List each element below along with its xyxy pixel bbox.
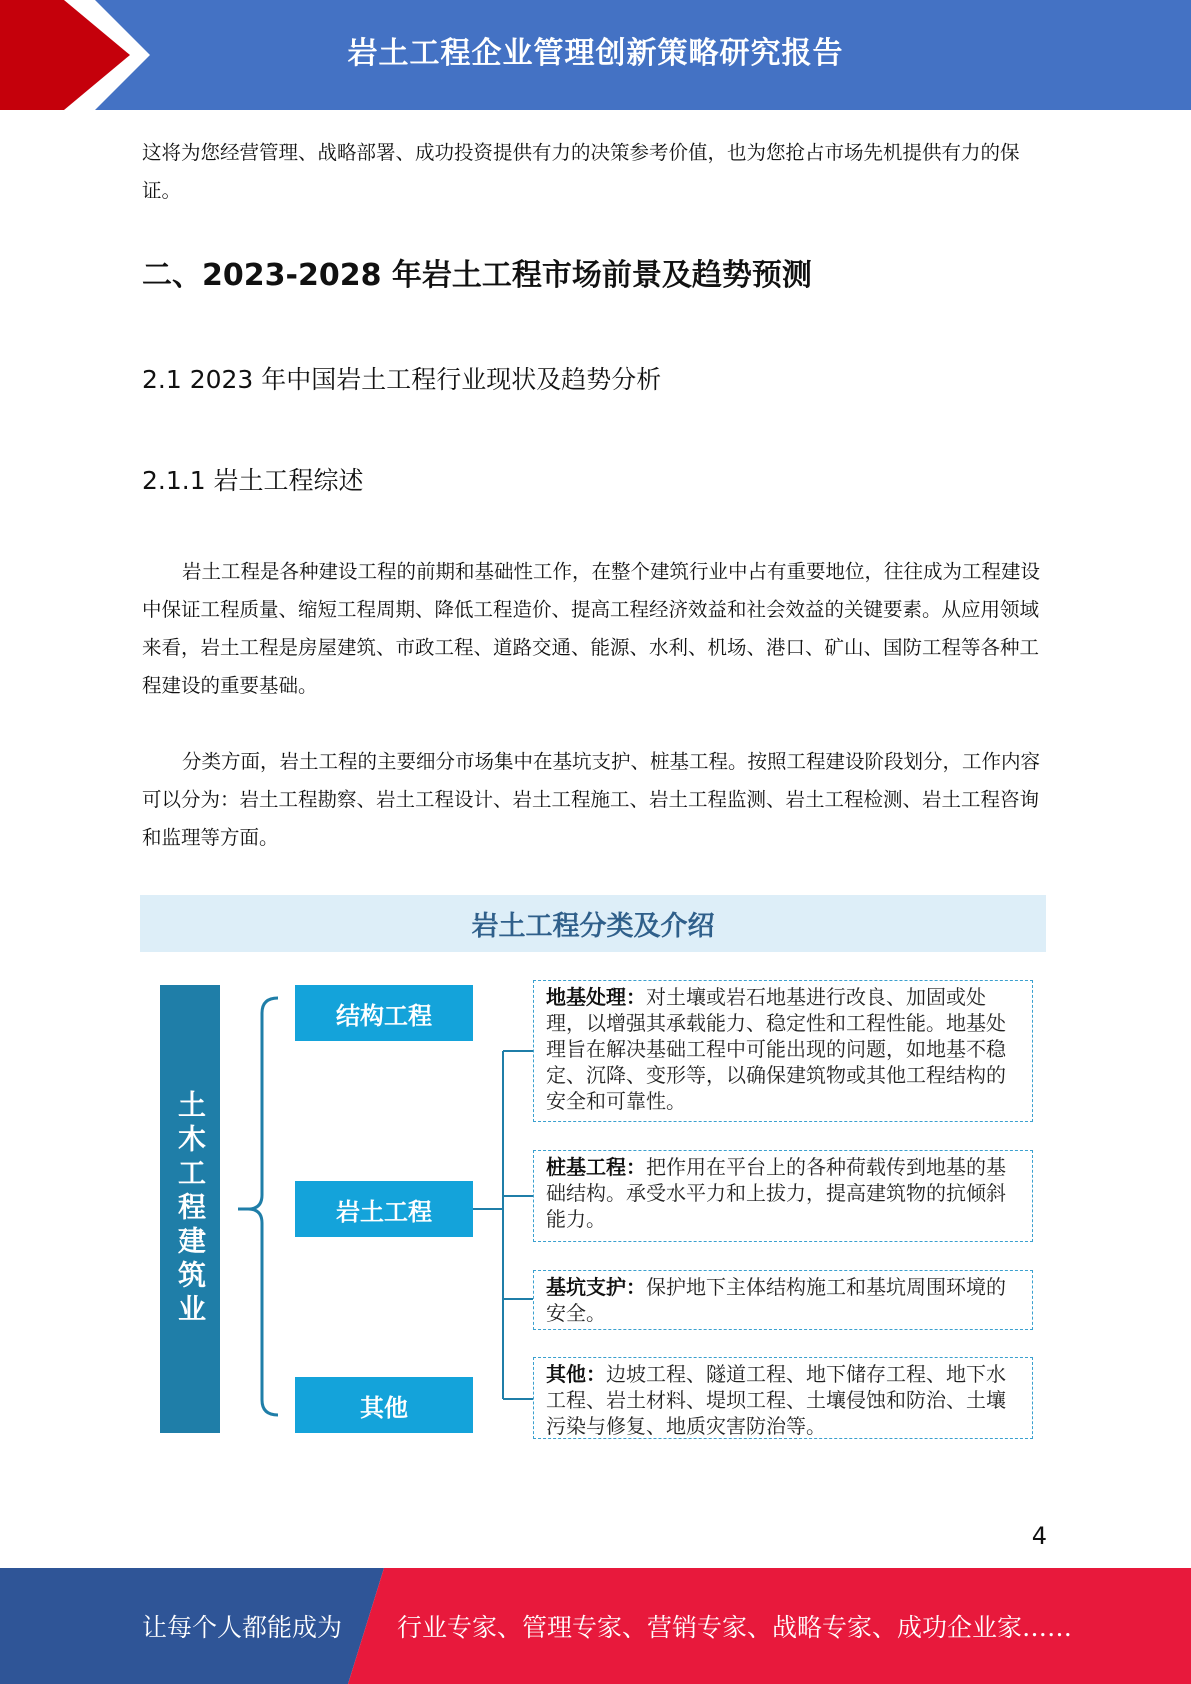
footer-right-text: 行业专家、管理专家、营销专家、战略专家、成功企业家…… xyxy=(397,1613,1073,1642)
category-other: 其他 xyxy=(295,1377,473,1433)
detail-text: 对土壤或岩石地基进行改良、加固或处理，以增强其承载能力、稳定性和工程性能。地基处理旨在解决基础工程中可能出现的问题，如地基不稳定、沉降、变形等，以确保建筑物或其他工程结构的安全和可靠性。 xyxy=(546,985,1006,1113)
detail-foundation-treatment xyxy=(533,980,1033,1122)
detail-term: 地基处理： xyxy=(546,985,646,1009)
footer-left-text: 让每个人都能成为 xyxy=(142,1613,343,1642)
root-category-label: 土木工程建筑业 xyxy=(174,1090,207,1328)
detail-text: 边坡工程、隧道工程、地下储存工程、地下水工程、岩土材料、堤坝工程、土壤侵蚀和防治、土壤污染与修复、地质灾害防治等。 xyxy=(546,1362,1006,1438)
header-title: 岩土工程企业管理创新策略研究报告 xyxy=(347,36,844,71)
classification-diagram xyxy=(140,895,1046,1445)
root-category-bar xyxy=(160,985,220,1433)
paragraph: 分类方面，岩土工程的主要细分市场集中在基坑支护、桩基工程。按照工程建设阶段划分，工作内容可以分为：岩土工程勘察、岩土工程设计、岩土工程施工、岩土工程监测、岩土工程检测、岩土工程咨询和监理等方面。 xyxy=(142,750,1041,849)
detail-text: 把作用在平台上的各种荷载传到地基的基础结构。承受水平力和上拔力，提高建筑物的抗倾斜能力。 xyxy=(546,1155,1006,1231)
intro-paragraph: 这将为您经营管理、战略部署、成功投资提供有力的决策参考价值，也为您抢占市场先机提供有力的保证。 xyxy=(142,141,1020,202)
paragraph: 岩土工程是各种建设工程的前期和基础性工作，在整个建筑行业中占有重要地位，往往成为工程建设中保证工程质量、缩短工程周期、降低工程造价、提高工程经济效益和社会效益的关键要素。从应用领域来看，岩土工程是房屋建筑、市政工程、道路交通、能源、水利、机场、港口、矿山、国防工程等各种工程建设的重要基础。 xyxy=(142,560,1041,697)
category-geotechnical: 岩土工程 xyxy=(295,1181,473,1237)
page-footer xyxy=(0,1568,1191,1684)
page-header xyxy=(0,0,1191,110)
detail-term: 桩基工程： xyxy=(546,1155,646,1179)
page-number: 4 xyxy=(1031,1522,1047,1550)
section-heading: 二、2023-2028 年岩土工程市场前景及趋势预测 xyxy=(142,258,812,293)
body-paragraph-2 xyxy=(142,743,1046,857)
detail-pit-support xyxy=(533,1270,1033,1330)
detail-text: 保护地下主体结构施工和基坑周围环境的安全。 xyxy=(546,1275,1006,1325)
intro-section xyxy=(142,134,1046,210)
header-arrow-icon xyxy=(0,0,150,110)
detail-other xyxy=(533,1357,1033,1439)
diagram-title: 岩土工程分类及介绍 xyxy=(140,895,1046,952)
category-structural: 结构工程 xyxy=(295,985,473,1041)
detail-term: 基坑支护： xyxy=(546,1275,646,1299)
subsection-heading: 2.1 2023 年中国岩土工程行业现状及趋势分析 xyxy=(142,365,662,394)
detail-pile-foundation xyxy=(533,1150,1033,1242)
subsubsection-heading: 2.1.1 岩土工程综述 xyxy=(142,466,364,495)
detail-term: 其他： xyxy=(546,1362,606,1386)
body-paragraph-1 xyxy=(142,553,1046,705)
